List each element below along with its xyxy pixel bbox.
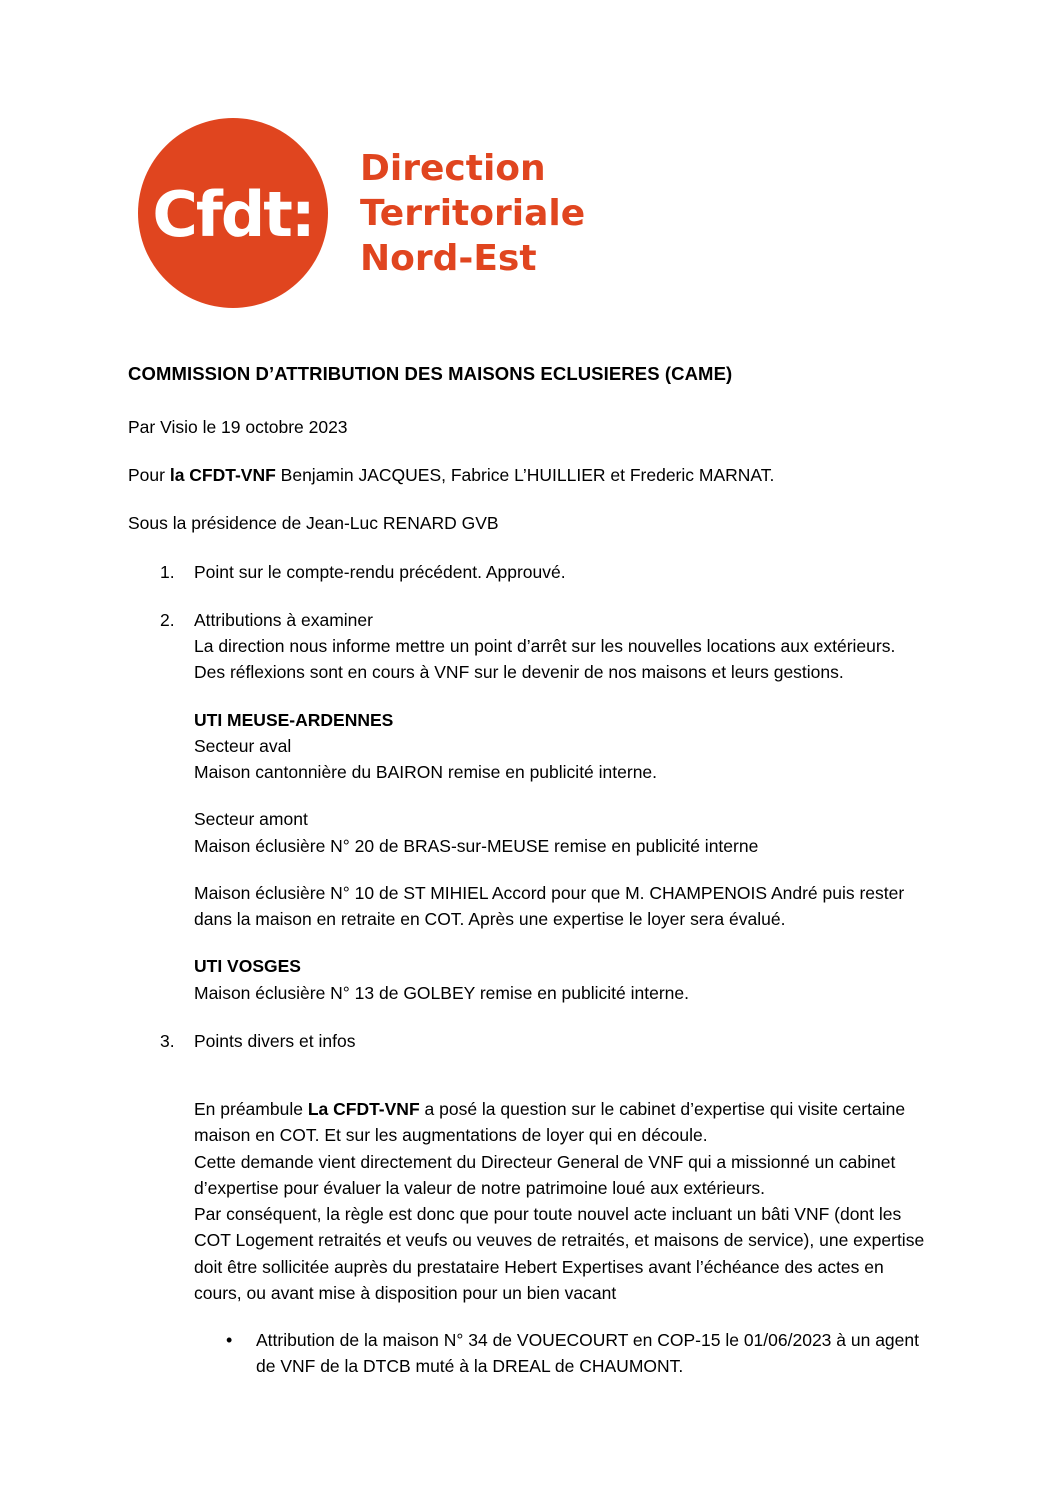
- paragraph-3-line-3: doit être sollicitée auprès du prestataire Hebert Expertises avant l’échéance des actes en: [194, 1256, 884, 1277]
- agenda-item-2-line-2: Des réflexions sont en cours à VNF sur le devenir de nos maisons et leurs gestions.: [194, 662, 844, 683]
- cfdt-logo-icon: [138, 118, 328, 308]
- organization-title: [360, 146, 585, 281]
- paragraph-2-line-1: Cette demande vient directement du Directeur General de VNF qui a missionné un cabinet: [194, 1151, 896, 1172]
- agenda-item-2-line-1: La direction nous informe mettre un point d’arrêt sur les nouvelles locations aux extérieurs.: [194, 636, 896, 656]
- agenda-item-2-number: 2.: [160, 609, 175, 630]
- uti-meuse-ardennes-sector-aval-label: Secteur aval: [194, 735, 292, 756]
- organization-title-line-1: Direction: [360, 147, 546, 189]
- attendees-organization: la CFDT-VNF: [169, 465, 276, 485]
- cfdt-logo-wordmark: Cfdt:: [152, 178, 314, 251]
- uti-meuse-ardennes-sector-amont-label: Secteur amont: [194, 809, 308, 830]
- st-mihiel-line-1: Maison éclusière N° 10 de ST MIHIEL Accord pour que M. CHAMPENOIS André puis rester: [194, 882, 905, 903]
- spacer: [194, 859, 930, 880]
- preamble-prefix: En préambule: [194, 1099, 308, 1119]
- meeting-date: Par Visio le 19 octobre 2023: [128, 416, 348, 437]
- uti-vosges-heading: UTI VOSGES: [194, 956, 301, 977]
- spacer: [194, 785, 930, 806]
- paragraph-3-line-4: cours, ou avant mise à disposition pour un bien vacant: [194, 1282, 617, 1303]
- spacer: [194, 1306, 930, 1327]
- spacer: [194, 932, 930, 953]
- agenda-item-1: [128, 559, 930, 585]
- attribution-bullet-line-2: de VNF de la DTCB muté à la DREAL de CHAUMONT.: [256, 1356, 684, 1377]
- agenda-item-2-heading: Attributions à examiner: [194, 609, 373, 630]
- st-mihiel-line-2: dans la maison en retraite en COT. Après une expertise le loyer sera évalué.: [194, 909, 786, 929]
- paragraph-3-line-2: COT Logement retraités et veufs ou veuves de retraités, et maisons de service), une expertise: [194, 1230, 925, 1251]
- preamble-organization: La CFDT-VNF: [307, 1099, 420, 1119]
- uti-meuse-ardennes-sector-amont-text: Maison éclusière N° 20 de BRAS-sur-MEUSE remise en publicité interne: [194, 835, 759, 856]
- paragraph-3-line-1: Par conséquent, la règle est donc que pour toute nouvel acte incluant un bâti VNF (dont les: [194, 1204, 902, 1224]
- presidency-line: Sous la présidence de Jean-Luc RENARD GVB: [128, 513, 499, 534]
- page-title: COMMISSION D’ATTRIBUTION DES MAISONS ECLUSIERES (CAME): [128, 363, 733, 384]
- attribution-bullet-list: [194, 1327, 930, 1380]
- uti-meuse-ardennes-sector-aval-text: Maison cantonnière du BAIRON remise en publicité interne.: [194, 762, 658, 782]
- attendees-line: [128, 462, 930, 488]
- agenda-item-1-text: Point sur le compte-rendu précédent. Approuvé.: [194, 561, 566, 582]
- bullet-icon: •: [226, 1330, 233, 1350]
- spacer: [194, 1054, 930, 1075]
- uti-meuse-ardennes-heading: UTI MEUSE-ARDENNES: [194, 709, 394, 730]
- agenda-item-3: [128, 1028, 930, 1380]
- agenda-item-2: [128, 607, 930, 1006]
- preamble-rest: a posé la question sur le cabinet d’expertise qui visite certaine: [419, 1099, 906, 1119]
- spacer: [194, 1075, 930, 1096]
- agenda-item-3-heading: Points divers et infos: [194, 1030, 356, 1051]
- agenda-item-1-number: 1.: [160, 561, 175, 582]
- attribution-bullet-line-1: Attribution de la maison N° 34 de VOUECOURT en COP-15 le 01/06/2023 à un agent: [256, 1330, 919, 1350]
- preamble-line-2: maison en COT. Et sur les augmentations de loyer qui en découle.: [194, 1125, 708, 1146]
- organization-title-line-3: Nord-Est: [360, 237, 537, 279]
- spacer: [194, 686, 930, 707]
- preamble-line-1: [194, 1096, 930, 1122]
- uti-vosges-text: Maison éclusière N° 13 de GOLBEY remise en publicité interne.: [194, 982, 689, 1003]
- organization-title-line-2: Territoriale: [360, 192, 586, 234]
- attendees-names: Benjamin JACQUES, Fabrice L’HUILLIER et Frederic MARNAT.: [275, 465, 775, 485]
- document-body: [0, 308, 1058, 1380]
- agenda-item-3-number: 3.: [160, 1030, 175, 1051]
- agenda-list: [128, 559, 930, 1380]
- attendees-prefix: Pour: [128, 465, 170, 485]
- document-header: [0, 0, 1058, 308]
- list-item: [194, 1327, 930, 1380]
- paragraph-2-line-2: d’expertise pour évaluer la valeur de notre patrimoine loué aux extérieurs.: [194, 1177, 766, 1198]
